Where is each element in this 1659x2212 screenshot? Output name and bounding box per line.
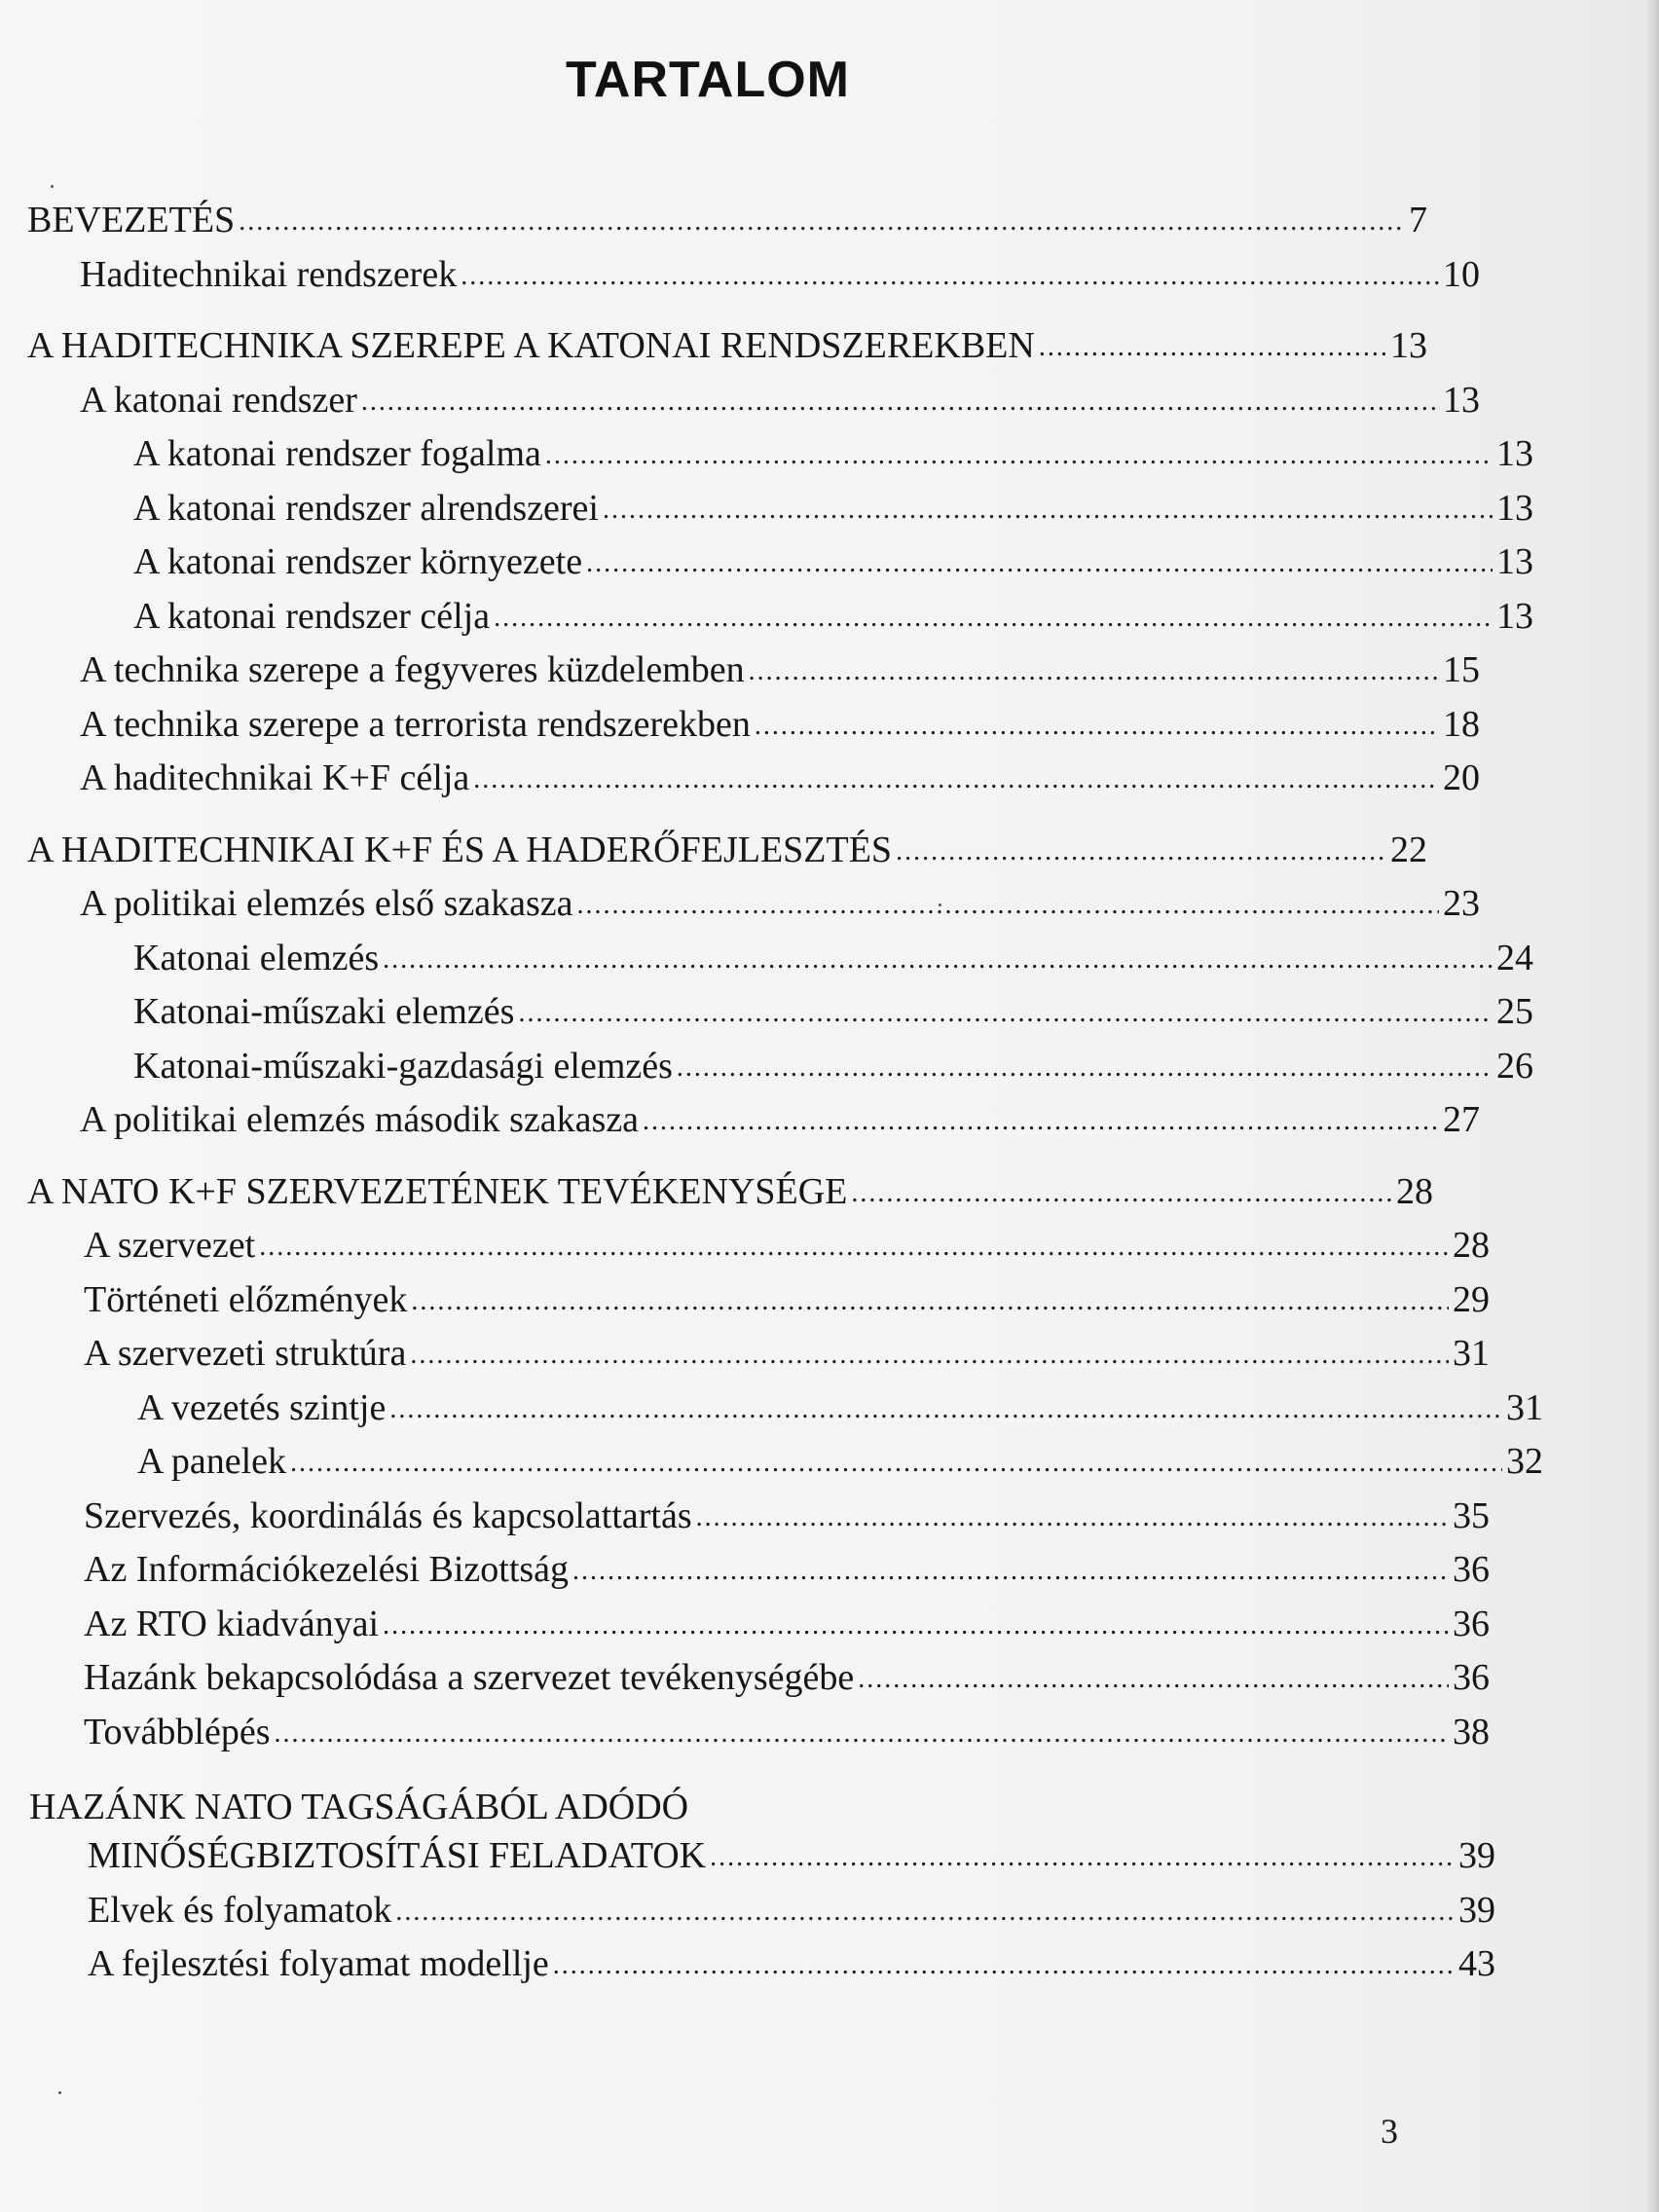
dot-leader — [677, 1046, 1493, 1088]
toc-subsubsection-entry — [0, 541, 1533, 596]
subsubsection-page-number: 26 — [1496, 1045, 1533, 1087]
toc-subsection-entry — [0, 1225, 1490, 1279]
subsection-title: A szervezet — [84, 1225, 256, 1266]
toc-chapter-entry — [0, 1171, 1433, 1226]
dot-leader — [395, 1890, 1455, 1933]
dot-leader — [710, 1835, 1455, 1878]
toc-section-nato-kf — [0, 1171, 1659, 1766]
subsection-page-number: 35 — [1453, 1494, 1490, 1536]
dot-leader — [749, 649, 1439, 692]
subsubsection-title: A vezetés szintje — [137, 1386, 387, 1428]
subsubsection-title: A katonai rendszer fogalma — [133, 433, 541, 474]
toc-subsubsection-entry — [0, 1387, 1543, 1442]
subsection-page-number: 10 — [1443, 253, 1480, 295]
subsection-title: A politikai elemzés második szakasza — [80, 1099, 640, 1140]
subsection-page-number: 20 — [1443, 757, 1480, 798]
dot-leader — [572, 1549, 1449, 1592]
dot-leader — [755, 704, 1439, 747]
toc-subsection-entry — [0, 1333, 1490, 1387]
subsection-page-number: 31 — [1453, 1333, 1490, 1374]
dot-leader — [410, 1333, 1449, 1376]
dot-leader — [603, 488, 1493, 531]
toc-subsection-entry — [0, 883, 1480, 938]
subsection-title: A technika szerepe a fegyveres küzdelemben — [80, 649, 745, 690]
toc-chapter-entry — [0, 325, 1427, 380]
subsubsection-title: A katonai rendszer alrendszerei — [133, 487, 599, 529]
table-of-contents — [0, 200, 1659, 1998]
toc-chapter-entry — [0, 1835, 1495, 1890]
subsubsection-page-number: 24 — [1496, 937, 1533, 978]
toc-subsection-entry — [0, 1657, 1490, 1712]
dot-leader — [239, 200, 1405, 242]
dot-leader — [518, 991, 1493, 1034]
subsection-title: Hazánk bekapcsolódása a szervezet tevékenységébe — [84, 1657, 855, 1698]
subsubsection-title: A panelek — [137, 1441, 287, 1482]
dot-leader — [389, 1387, 1502, 1430]
toc-chapter-entry — [0, 200, 1427, 254]
subsection-page-number: 39 — [1458, 1889, 1495, 1931]
subsection-page-number: 38 — [1453, 1711, 1490, 1752]
chapter-title: A HADITECHNIKA SZEREPE A KATONAI RENDSZEREKBEN — [27, 325, 1035, 366]
toc-subsubsection-entry — [0, 991, 1533, 1046]
page-title: TARTALOM — [566, 52, 850, 108]
dot-leader — [411, 1279, 1449, 1322]
subsection-page-number: 13 — [1443, 379, 1480, 421]
toc-subsection-entry — [0, 254, 1480, 309]
chapter-title-line2: MINŐSÉGBIZTOSÍTÁSI FELADATOK — [88, 1835, 707, 1876]
dot-leader — [643, 1099, 1439, 1142]
subsubsection-page-number: 32 — [1506, 1441, 1543, 1482]
toc-subsubsection-entry — [0, 938, 1533, 992]
dot-leader — [259, 1225, 1449, 1268]
chapter-page-number: 39 — [1458, 1835, 1495, 1876]
dot-leader — [494, 596, 1493, 639]
subsection-page-number: 15 — [1443, 649, 1480, 690]
subsubsection-title: Katonai-műszaki-gazdasági elemzés — [133, 1045, 673, 1087]
toc-subsubsection-entry — [0, 1441, 1543, 1495]
dot-leader — [383, 938, 1493, 980]
toc-subsection-entry — [0, 649, 1480, 704]
subsubsection-title: Katonai elemzés — [133, 937, 380, 978]
dot-leader — [275, 1712, 1449, 1754]
subsection-page-number: 28 — [1453, 1225, 1490, 1266]
toc-subsection-entry — [0, 1890, 1495, 1944]
dot-leader — [383, 1604, 1449, 1646]
toc-subsection-entry — [0, 1943, 1495, 1998]
dot-leader — [1039, 325, 1386, 368]
chapter-page-number: 22 — [1390, 829, 1427, 870]
subsubsection-page-number: 13 — [1496, 433, 1533, 474]
toc-subsection-entry — [0, 757, 1480, 812]
subsection-title: A haditechnikai K+F célja — [80, 757, 470, 798]
subsection-title: Szervezés, koordinálás és kapcsolattartás — [84, 1494, 692, 1536]
dot-leader — [586, 541, 1493, 584]
toc-subsubsection-entry — [0, 596, 1533, 650]
subsection-page-number: 36 — [1453, 1549, 1490, 1590]
dot-leader — [361, 380, 1439, 423]
dot-leader — [545, 433, 1493, 476]
toc-section-bevezetes — [0, 200, 1659, 308]
toc-subsection-entry — [0, 1099, 1480, 1154]
subsection-title: A technika szerepe a terrorista rendszerekben — [80, 703, 751, 745]
subsubsection-page-number: 13 — [1496, 595, 1533, 637]
dot-leader — [461, 254, 1439, 297]
toc-chapter-entry — [0, 830, 1427, 884]
subsection-title: Haditechnikai rendszerek — [80, 253, 458, 295]
subsection-title: A fejlesztési folyamat modellje — [88, 1943, 549, 1984]
toc-subsection-entry — [0, 1604, 1490, 1658]
subsubsection-title: A katonai rendszer környezete — [133, 541, 583, 582]
dot-leader — [696, 1495, 1449, 1538]
subsection-title: Továbblépés — [84, 1711, 271, 1752]
chapter-title: A HADITECHNIKAI K+F ÉS A HADERŐFEJLESZTÉS — [27, 829, 893, 870]
toc-section-minosegbiztositas — [0, 1787, 1659, 1998]
toc-subsection-entry — [0, 1279, 1490, 1334]
subsubsection-title: A katonai rendszer célja — [133, 595, 491, 637]
subsection-page-number: 29 — [1453, 1278, 1490, 1320]
toc-subsection-entry — [0, 1549, 1490, 1604]
chapter-page-number: 28 — [1396, 1170, 1433, 1212]
toc-subsubsection-entry — [0, 488, 1533, 542]
chapter-title-line1: HAZÁNK NATO TAGSÁGÁBÓL ADÓDÓ — [29, 1787, 689, 1827]
dot-leader — [553, 1943, 1455, 1986]
toc-subsection-entry — [0, 380, 1480, 434]
chapter-title: BEVEZETÉS — [27, 200, 236, 240]
print-speck — [58, 2091, 61, 2094]
chapter-page-number: 7 — [1409, 200, 1427, 240]
subsection-page-number: 36 — [1453, 1603, 1490, 1644]
toc-subsubsection-entry — [0, 1046, 1533, 1100]
dot-leader — [858, 1657, 1449, 1700]
subsubsection-page-number: 31 — [1506, 1386, 1543, 1428]
subsection-page-number: 27 — [1443, 1099, 1480, 1140]
page-number: 3 — [1381, 2112, 1398, 2151]
chapter-title: A NATO K+F SZERVEZETÉNEK TEVÉKENYSÉGE — [27, 1170, 848, 1212]
subsection-title: A politikai elemzés első szakasza — [80, 883, 573, 924]
subsection-title: A katonai rendszer — [80, 379, 357, 421]
subsubsection-title: Katonai-műszaki elemzés — [133, 991, 515, 1032]
print-speck — [939, 903, 941, 906]
subsection-title: A szervezeti struktúra — [84, 1333, 407, 1374]
subsubsection-page-number: 13 — [1496, 487, 1533, 529]
toc-subsubsection-entry — [0, 433, 1533, 488]
subsection-title: Az RTO kiadványai — [84, 1603, 380, 1644]
subsection-title: Elvek és folyamatok — [88, 1889, 392, 1931]
subsection-title: Történeti előzmények — [84, 1278, 408, 1320]
toc-subsection-entry — [0, 704, 1480, 758]
toc-section-haditechnika-szerepe — [0, 325, 1659, 812]
dot-leader — [473, 757, 1439, 800]
print-speck — [51, 185, 54, 188]
subsubsection-page-number: 13 — [1496, 541, 1533, 582]
toc-subsection-entry — [0, 1495, 1490, 1550]
subsection-title: Az Információkezelési Bizottság — [84, 1549, 570, 1590]
dot-leader — [851, 1171, 1392, 1214]
toc-subsection-entry — [0, 1712, 1490, 1766]
subsection-page-number: 23 — [1443, 883, 1480, 924]
subsubsection-page-number: 25 — [1496, 991, 1533, 1032]
subsection-page-number: 18 — [1443, 703, 1480, 745]
dot-leader — [290, 1441, 1502, 1484]
toc-section-haditechnikai-kf — [0, 830, 1659, 1154]
dot-leader — [896, 830, 1386, 872]
subsection-page-number: 43 — [1458, 1943, 1495, 1984]
subsection-page-number: 36 — [1453, 1657, 1490, 1698]
chapter-page-number: 13 — [1390, 325, 1427, 366]
dot-leader — [577, 883, 1440, 926]
